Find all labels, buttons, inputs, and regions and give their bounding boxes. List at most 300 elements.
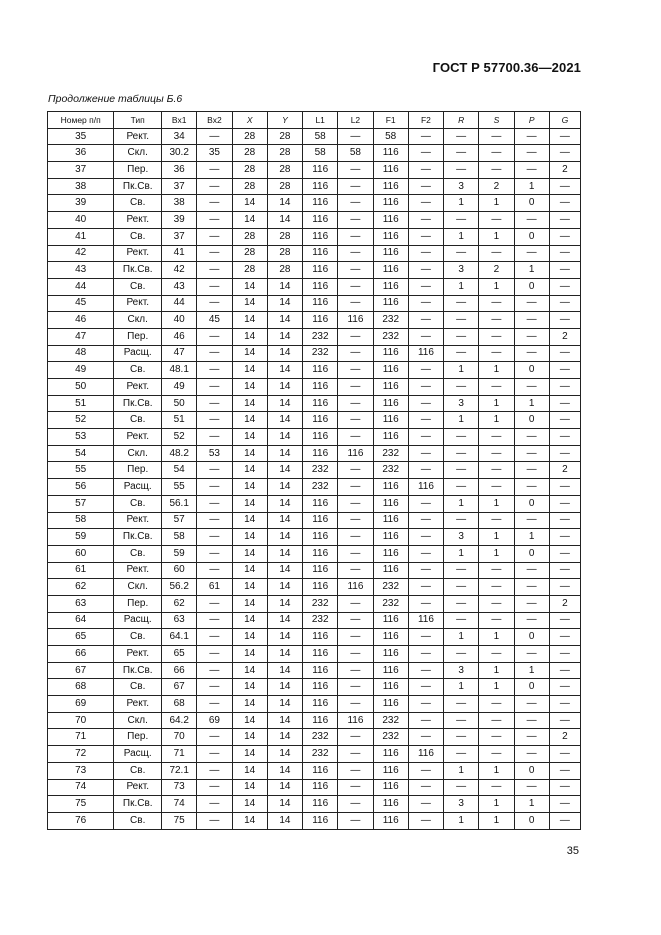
cell-r: 1: [444, 228, 479, 245]
cell-s: —: [479, 328, 514, 345]
cell-s: —: [479, 345, 514, 362]
cell-l1: 116: [303, 379, 338, 396]
table-row: [48, 746, 581, 763]
cell-f1: 116: [373, 395, 408, 412]
cell-g: —: [549, 128, 580, 145]
cell-p: 0: [514, 629, 549, 646]
cell-g: —: [549, 562, 580, 579]
cell-g: —: [549, 295, 580, 312]
cell-s: —: [479, 512, 514, 529]
cell-in1: 55: [162, 479, 197, 496]
cell-l2: 116: [338, 445, 373, 462]
cell-l2: —: [338, 245, 373, 262]
cell-s: 1: [479, 796, 514, 813]
cell-f2: —: [408, 512, 443, 529]
cell-type: Рект.: [114, 429, 162, 446]
cell-l2: —: [338, 729, 373, 746]
cell-in2: —: [197, 512, 232, 529]
cell-x: 14: [232, 629, 267, 646]
cell-y: 14: [267, 345, 302, 362]
cell-r: —: [444, 779, 479, 796]
cell-l2: —: [338, 328, 373, 345]
cell-number: 57: [48, 495, 114, 512]
cell-x: 14: [232, 646, 267, 663]
cell-type: Расщ.: [114, 345, 162, 362]
cell-s: —: [479, 479, 514, 496]
cell-number: 62: [48, 579, 114, 596]
cell-r: 1: [444, 195, 479, 212]
cell-x: 14: [232, 345, 267, 362]
cell-number: 68: [48, 679, 114, 696]
page-number: 35: [566, 845, 579, 857]
cell-l2: —: [338, 262, 373, 279]
cell-g: —: [549, 629, 580, 646]
cell-number: 42: [48, 245, 114, 262]
cell-s: 1: [479, 395, 514, 412]
cell-f2: —: [408, 729, 443, 746]
cell-f2: 116: [408, 612, 443, 629]
cell-l1: 116: [303, 629, 338, 646]
cell-x: 14: [232, 545, 267, 562]
table-row: [48, 295, 581, 312]
column-header-type: Тип: [114, 112, 162, 129]
table-row: [48, 379, 581, 396]
cell-x: 14: [232, 762, 267, 779]
cell-l1: 116: [303, 562, 338, 579]
cell-g: —: [549, 479, 580, 496]
cell-type: Рект.: [114, 128, 162, 145]
cell-l2: —: [338, 412, 373, 429]
cell-in2: —: [197, 746, 232, 763]
cell-g: —: [549, 395, 580, 412]
cell-g: —: [549, 245, 580, 262]
table-row: [48, 145, 581, 162]
cell-s: 1: [479, 278, 514, 295]
cell-l2: 116: [338, 312, 373, 329]
cell-g: 2: [549, 595, 580, 612]
cell-f2: 116: [408, 746, 443, 763]
column-header-r: R: [444, 112, 479, 129]
cell-f1: 116: [373, 228, 408, 245]
cell-y: 14: [267, 429, 302, 446]
cell-l1: 232: [303, 345, 338, 362]
cell-g: —: [549, 262, 580, 279]
cell-p: 0: [514, 679, 549, 696]
cell-in2: 69: [197, 712, 232, 729]
cell-f2: —: [408, 395, 443, 412]
cell-type: Рект.: [114, 295, 162, 312]
cell-f1: 116: [373, 212, 408, 229]
cell-in2: —: [197, 612, 232, 629]
cell-g: —: [549, 445, 580, 462]
cell-r: —: [444, 696, 479, 713]
cell-s: 1: [479, 762, 514, 779]
cell-f1: 116: [373, 746, 408, 763]
cell-l2: —: [338, 779, 373, 796]
cell-g: —: [549, 579, 580, 596]
cell-number: 64: [48, 612, 114, 629]
cell-in1: 30.2: [162, 145, 197, 162]
cell-y: 14: [267, 762, 302, 779]
cell-in2: —: [197, 479, 232, 496]
cell-in1: 39: [162, 212, 197, 229]
cell-in2: —: [197, 195, 232, 212]
cell-y: 14: [267, 445, 302, 462]
cell-f1: 116: [373, 495, 408, 512]
cell-g: —: [549, 746, 580, 763]
cell-y: 14: [267, 328, 302, 345]
cell-f2: —: [408, 445, 443, 462]
cell-r: —: [444, 128, 479, 145]
cell-in1: 57: [162, 512, 197, 529]
cell-y: 14: [267, 779, 302, 796]
cell-f2: —: [408, 328, 443, 345]
cell-type: Св.: [114, 278, 162, 295]
cell-x: 14: [232, 278, 267, 295]
cell-f2: —: [408, 779, 443, 796]
cell-y: 28: [267, 162, 302, 179]
cell-l2: —: [338, 662, 373, 679]
cell-type: Скл.: [114, 712, 162, 729]
cell-number: 72: [48, 746, 114, 763]
table-row: [48, 228, 581, 245]
table-row: [48, 462, 581, 479]
cell-f2: —: [408, 145, 443, 162]
column-header-f2: F2: [408, 112, 443, 129]
table-row: [48, 362, 581, 379]
cell-f2: 116: [408, 345, 443, 362]
cell-y: 28: [267, 178, 302, 195]
cell-l2: —: [338, 679, 373, 696]
cell-y: 28: [267, 145, 302, 162]
cell-p: 1: [514, 178, 549, 195]
cell-f2: —: [408, 312, 443, 329]
cell-in2: —: [197, 595, 232, 612]
cell-p: —: [514, 646, 549, 663]
cell-y: 14: [267, 679, 302, 696]
cell-type: Расщ.: [114, 479, 162, 496]
cell-f1: 116: [373, 479, 408, 496]
cell-p: 0: [514, 412, 549, 429]
cell-f2: —: [408, 245, 443, 262]
table-row: [48, 195, 581, 212]
cell-l1: 116: [303, 779, 338, 796]
cell-g: —: [549, 529, 580, 546]
cell-r: 1: [444, 545, 479, 562]
column-header-x: X: [232, 112, 267, 129]
cell-l1: 116: [303, 178, 338, 195]
cell-l2: 116: [338, 579, 373, 596]
cell-in1: 34: [162, 128, 197, 145]
cell-in2: —: [197, 295, 232, 312]
cell-in1: 73: [162, 779, 197, 796]
cell-y: 14: [267, 495, 302, 512]
cell-r: 1: [444, 762, 479, 779]
cell-number: 52: [48, 412, 114, 429]
cell-l2: —: [338, 395, 373, 412]
cell-s: —: [479, 462, 514, 479]
cell-f1: 116: [373, 145, 408, 162]
cell-s: 1: [479, 412, 514, 429]
column-header-p: P: [514, 112, 549, 129]
cell-r: —: [444, 295, 479, 312]
cell-f1: 116: [373, 545, 408, 562]
cell-in1: 60: [162, 562, 197, 579]
cell-p: 0: [514, 362, 549, 379]
cell-r: —: [444, 712, 479, 729]
cell-f1: 116: [373, 245, 408, 262]
cell-l1: 116: [303, 712, 338, 729]
cell-type: Пер.: [114, 595, 162, 612]
cell-in2: —: [197, 162, 232, 179]
cell-in1: 70: [162, 729, 197, 746]
cell-type: Скл.: [114, 445, 162, 462]
cell-l2: —: [338, 212, 373, 229]
cell-r: —: [444, 312, 479, 329]
cell-in1: 46: [162, 328, 197, 345]
cell-p: 0: [514, 545, 549, 562]
cell-number: 55: [48, 462, 114, 479]
cell-g: —: [549, 545, 580, 562]
cell-x: 14: [232, 512, 267, 529]
cell-x: 14: [232, 529, 267, 546]
cell-l2: —: [338, 796, 373, 813]
cell-in2: —: [197, 495, 232, 512]
cell-number: 35: [48, 128, 114, 145]
cell-l2: —: [338, 178, 373, 195]
cell-type: Св.: [114, 629, 162, 646]
cell-x: 14: [232, 662, 267, 679]
cell-l2: —: [338, 162, 373, 179]
cell-y: 14: [267, 379, 302, 396]
column-header-y: Y: [267, 112, 302, 129]
cell-p: —: [514, 579, 549, 596]
cell-r: —: [444, 579, 479, 596]
cell-y: 14: [267, 796, 302, 813]
cell-p: 0: [514, 495, 549, 512]
table-row: [48, 412, 581, 429]
cell-g: 2: [549, 328, 580, 345]
cell-type: Св.: [114, 495, 162, 512]
cell-in2: —: [197, 696, 232, 713]
cell-s: —: [479, 579, 514, 596]
cell-p: 0: [514, 195, 549, 212]
cell-in2: —: [197, 212, 232, 229]
cell-l2: —: [338, 812, 373, 829]
cell-type: Рект.: [114, 646, 162, 663]
table-row: [48, 162, 581, 179]
column-header-f1: F1: [373, 112, 408, 129]
cell-f1: 232: [373, 712, 408, 729]
cell-l2: —: [338, 462, 373, 479]
cell-x: 14: [232, 429, 267, 446]
cell-g: —: [549, 646, 580, 663]
cell-in1: 38: [162, 195, 197, 212]
cell-in1: 59: [162, 545, 197, 562]
cell-in2: —: [197, 762, 232, 779]
cell-in1: 37: [162, 228, 197, 245]
cell-r: 3: [444, 662, 479, 679]
cell-f2: —: [408, 629, 443, 646]
cell-p: —: [514, 729, 549, 746]
cell-s: —: [479, 696, 514, 713]
cell-type: Скл.: [114, 579, 162, 596]
cell-type: Расщ.: [114, 612, 162, 629]
cell-in2: —: [197, 228, 232, 245]
cell-f2: —: [408, 562, 443, 579]
cell-p: —: [514, 429, 549, 446]
cell-l1: 116: [303, 195, 338, 212]
cell-l1: 232: [303, 612, 338, 629]
cell-l1: 116: [303, 445, 338, 462]
cell-y: 14: [267, 512, 302, 529]
cell-l1: 116: [303, 646, 338, 663]
cell-p: —: [514, 212, 549, 229]
column-header-s: S: [479, 112, 514, 129]
cell-s: —: [479, 612, 514, 629]
cell-number: 37: [48, 162, 114, 179]
cell-x: 14: [232, 312, 267, 329]
cell-l1: 116: [303, 512, 338, 529]
cell-r: 3: [444, 262, 479, 279]
cell-number: 43: [48, 262, 114, 279]
cell-s: 1: [479, 662, 514, 679]
cell-in2: —: [197, 128, 232, 145]
cell-s: 1: [479, 629, 514, 646]
cell-s: —: [479, 245, 514, 262]
cell-y: 28: [267, 228, 302, 245]
cell-number: 48: [48, 345, 114, 362]
cell-x: 14: [232, 812, 267, 829]
cell-y: 14: [267, 662, 302, 679]
cell-y: 28: [267, 262, 302, 279]
table-row: [48, 779, 581, 796]
cell-l1: 232: [303, 595, 338, 612]
table-row: [48, 312, 581, 329]
cell-in2: —: [197, 278, 232, 295]
cell-type: Скл.: [114, 312, 162, 329]
cell-l1: 116: [303, 245, 338, 262]
cell-in1: 50: [162, 395, 197, 412]
cell-s: —: [479, 712, 514, 729]
table-row: [48, 529, 581, 546]
cell-l2: —: [338, 612, 373, 629]
cell-l1: 232: [303, 462, 338, 479]
cell-l1: 116: [303, 162, 338, 179]
cell-number: 73: [48, 762, 114, 779]
cell-f1: 116: [373, 562, 408, 579]
cell-g: —: [549, 495, 580, 512]
cell-g: 2: [549, 729, 580, 746]
cell-l1: 232: [303, 479, 338, 496]
cell-g: —: [549, 412, 580, 429]
cell-x: 14: [232, 195, 267, 212]
cell-number: 56: [48, 479, 114, 496]
cell-l2: —: [338, 629, 373, 646]
cell-p: —: [514, 145, 549, 162]
cell-f1: 116: [373, 429, 408, 446]
cell-x: 14: [232, 462, 267, 479]
cell-l2: —: [338, 278, 373, 295]
cell-l1: 116: [303, 579, 338, 596]
cell-y: 14: [267, 395, 302, 412]
cell-in2: 53: [197, 445, 232, 462]
cell-r: 1: [444, 812, 479, 829]
cell-s: 1: [479, 545, 514, 562]
cell-g: —: [549, 679, 580, 696]
cell-type: Св.: [114, 812, 162, 829]
cell-l2: —: [338, 195, 373, 212]
cell-r: 3: [444, 395, 479, 412]
cell-in2: —: [197, 362, 232, 379]
cell-x: 14: [232, 712, 267, 729]
cell-r: —: [444, 145, 479, 162]
cell-in1: 68: [162, 696, 197, 713]
cell-p: —: [514, 562, 549, 579]
cell-in2: —: [197, 562, 232, 579]
cell-r: 1: [444, 412, 479, 429]
cell-s: —: [479, 445, 514, 462]
cell-l1: 232: [303, 746, 338, 763]
cell-r: 3: [444, 178, 479, 195]
cell-y: 14: [267, 212, 302, 229]
cell-s: 2: [479, 262, 514, 279]
cell-in1: 43: [162, 278, 197, 295]
cell-y: 28: [267, 245, 302, 262]
cell-x: 14: [232, 729, 267, 746]
cell-l2: —: [338, 228, 373, 245]
cell-x: 14: [232, 612, 267, 629]
cell-l1: 116: [303, 662, 338, 679]
cell-number: 66: [48, 646, 114, 663]
cell-f1: 116: [373, 262, 408, 279]
cell-number: 67: [48, 662, 114, 679]
table-row: [48, 646, 581, 663]
cell-type: Св.: [114, 195, 162, 212]
cell-x: 14: [232, 479, 267, 496]
cell-r: —: [444, 612, 479, 629]
table-row: [48, 712, 581, 729]
cell-p: —: [514, 612, 549, 629]
cell-x: 28: [232, 245, 267, 262]
cell-in1: 47: [162, 345, 197, 362]
cell-x: 14: [232, 212, 267, 229]
cell-type: Св.: [114, 228, 162, 245]
cell-g: —: [549, 278, 580, 295]
cell-p: —: [514, 245, 549, 262]
column-header-l2: L2: [338, 112, 373, 129]
cell-in2: —: [197, 328, 232, 345]
cell-number: 60: [48, 545, 114, 562]
cell-in2: —: [197, 379, 232, 396]
cell-s: —: [479, 729, 514, 746]
cell-s: —: [479, 212, 514, 229]
cell-in1: 40: [162, 312, 197, 329]
cell-x: 14: [232, 445, 267, 462]
cell-f2: —: [408, 529, 443, 546]
cell-f2: —: [408, 262, 443, 279]
cell-r: 1: [444, 679, 479, 696]
cell-l2: —: [338, 429, 373, 446]
cell-in1: 72.1: [162, 762, 197, 779]
cell-in2: —: [197, 462, 232, 479]
cell-f2: —: [408, 579, 443, 596]
cell-x: 28: [232, 162, 267, 179]
cell-f2: —: [408, 278, 443, 295]
cell-f2: —: [408, 462, 443, 479]
cell-r: —: [444, 746, 479, 763]
cell-l1: 116: [303, 295, 338, 312]
